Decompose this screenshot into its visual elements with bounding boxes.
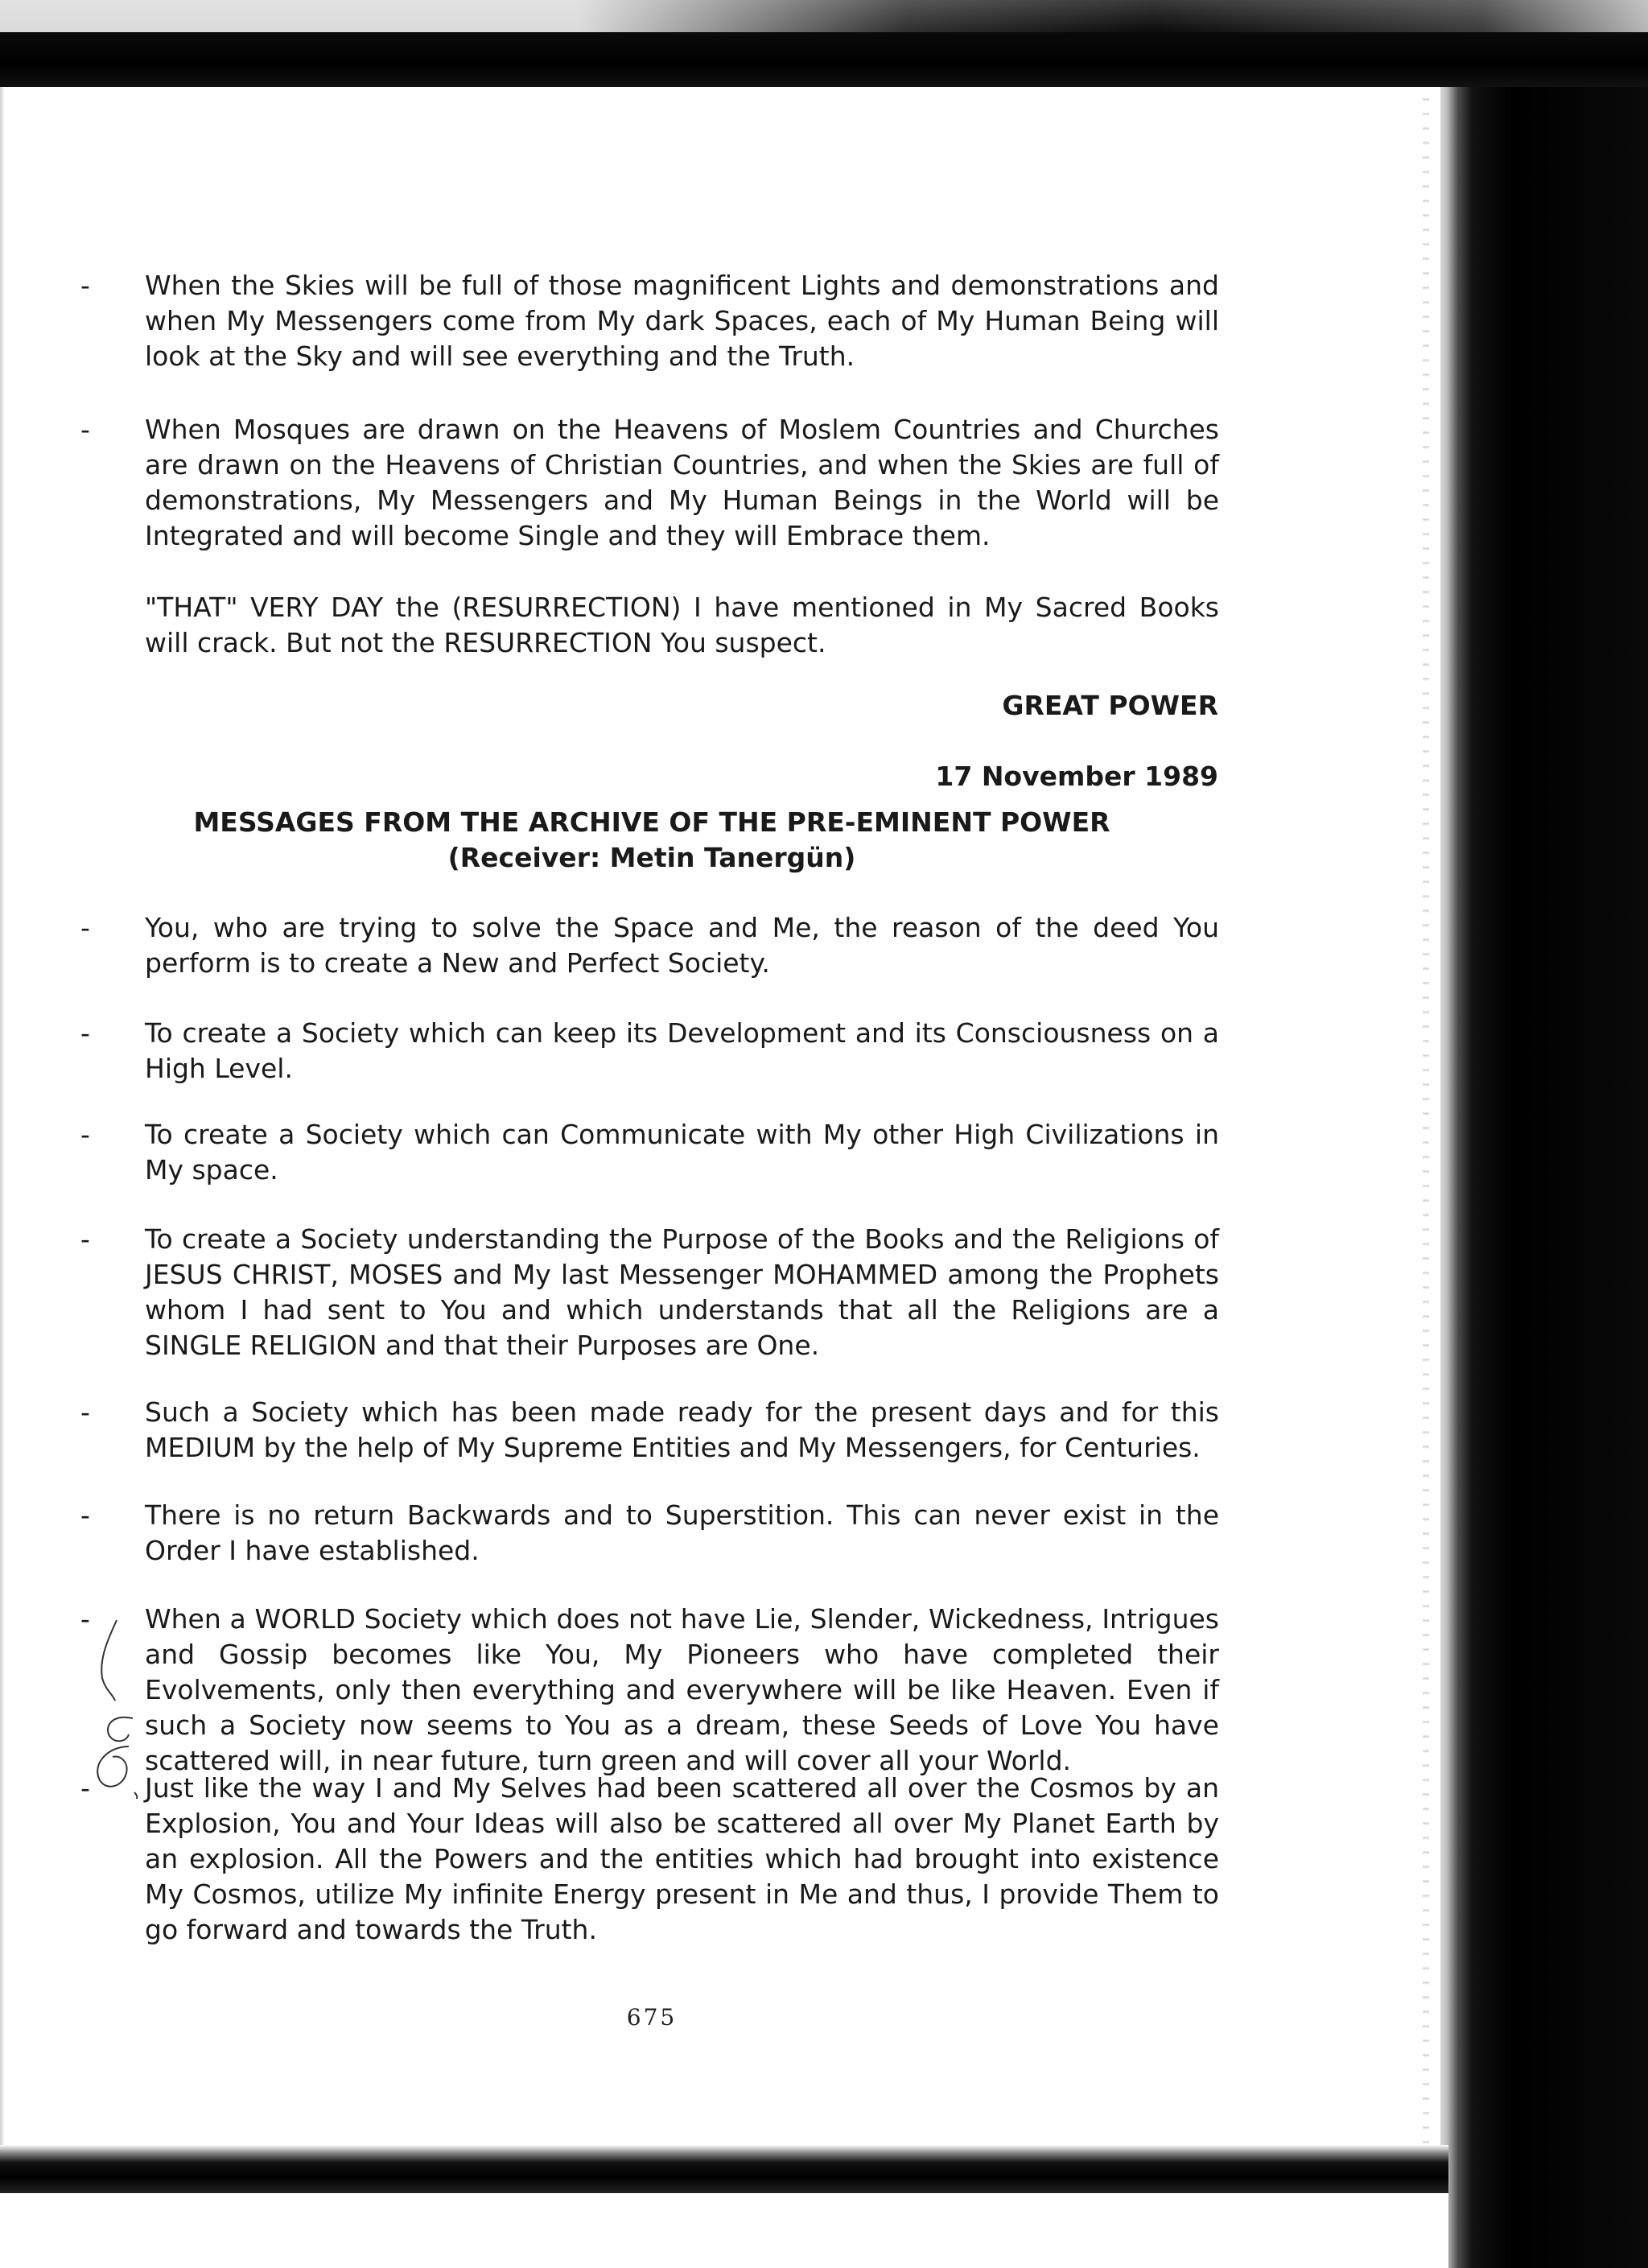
paragraph: When Mosques are drawn on the Heavens of Moslem Countries and Churches are drawn on the Heavens of Christian Countries, and when the Skies are full of demonstrations, My Messengers and My Human Beings in the World will be Integrated and will become Single and they will Embrace them.: [145, 414, 1219, 551]
paragraph: Such a Society which has been made ready for the present days and for this MEDIUM by the help of My Supreme Entities and My Messengers, for Centuries.: [145, 1396, 1219, 1463]
bullet-dash: -: [80, 414, 90, 445]
section-subheading: (Receiver: Metin Tanergün): [447, 842, 856, 873]
scan-left-shadow: [0, 87, 5, 2147]
bullet-dash: -: [80, 1119, 90, 1150]
bullet-dash: -: [80, 1772, 90, 1804]
bullet-dash: -: [80, 1223, 90, 1255]
date: 17 November 1989: [935, 761, 1218, 792]
paragraph: Just like the way I and My Selves had been scattered all over the Cosmos by an Explosion, You and Your Ideas will also be scattered all over My Planet Earth by an explosion. All the Powers and the entities which had brought into existence My Cosmos, utilize My infinite Energy present in Me and thus, I provide Them to go forward and towards the Truth.: [145, 1772, 1219, 1945]
bullet-dash: -: [80, 1017, 90, 1049]
section-heading: MESSAGES FROM THE ARCHIVE OF THE PRE-EMINENT POWER: [193, 806, 1110, 838]
handwritten-margin-mark: [84, 1614, 157, 1799]
bullet-dash: -: [80, 1603, 90, 1635]
paragraph: To create a Society which can Communicate with My other High Civilizations in My space.: [145, 1119, 1219, 1186]
signature: GREAT POWER: [1002, 690, 1218, 721]
paragraph: When the Skies will be full of those magnificent Lights and demonstrations and when My Messengers come from My dark Spaces, each of My Human Being will look at the Sky and will see everything and the Truth.: [145, 270, 1219, 372]
scan-bottom-border: [0, 2145, 1448, 2193]
page-number: 675: [626, 2004, 678, 2031]
scan-bottom-margin: [0, 2193, 1448, 2268]
paragraph: "THAT" VERY DAY the (RESURRECTION) I have mentioned in My Sacred Books will crack. But not the RESURRECTION You suspect.: [145, 592, 1219, 658]
paragraph: To create a Society understanding the Purpose of the Books and the Religions of JESUS CHRIST, MOSES and My last Messenger MOHAMMED among the Prophets whom I had sent to You and which understands that all the Religions are a SINGLE RELIGION and that their Purposes are One.: [145, 1223, 1219, 1361]
paragraph: You, who are trying to solve the Space and Me, the reason of the deed You perform is to create a New and Perfect Society.: [145, 912, 1219, 979]
scan-page-edge: [1423, 87, 1429, 2147]
bullet-dash: -: [80, 1499, 90, 1531]
paragraph: To create a Society which can keep its Development and its Consciousness on a High Level.: [145, 1017, 1219, 1084]
bullet-dash: -: [80, 270, 90, 301]
bullet-dash: -: [80, 1396, 90, 1428]
scan-top-highlight: [0, 0, 1648, 32]
paragraph: There is no return Backwards and to Superstition. This can never exist in the Order I have established.: [145, 1499, 1219, 1566]
paragraph: When a WORLD Society which does not have Lie, Slender, Wickedness, Intrigues and Gossip becomes like You, My Pioneers who have completed their Evolvements, only then everything and everywhere will be like Heaven. Even if such a Society now seems to You as a dream, these Seeds of Love You have scattered will, in near future, turn green and will cover all your World.: [145, 1603, 1219, 1776]
scan-right-border: [1440, 87, 1648, 2268]
bullet-dash: -: [80, 912, 90, 943]
